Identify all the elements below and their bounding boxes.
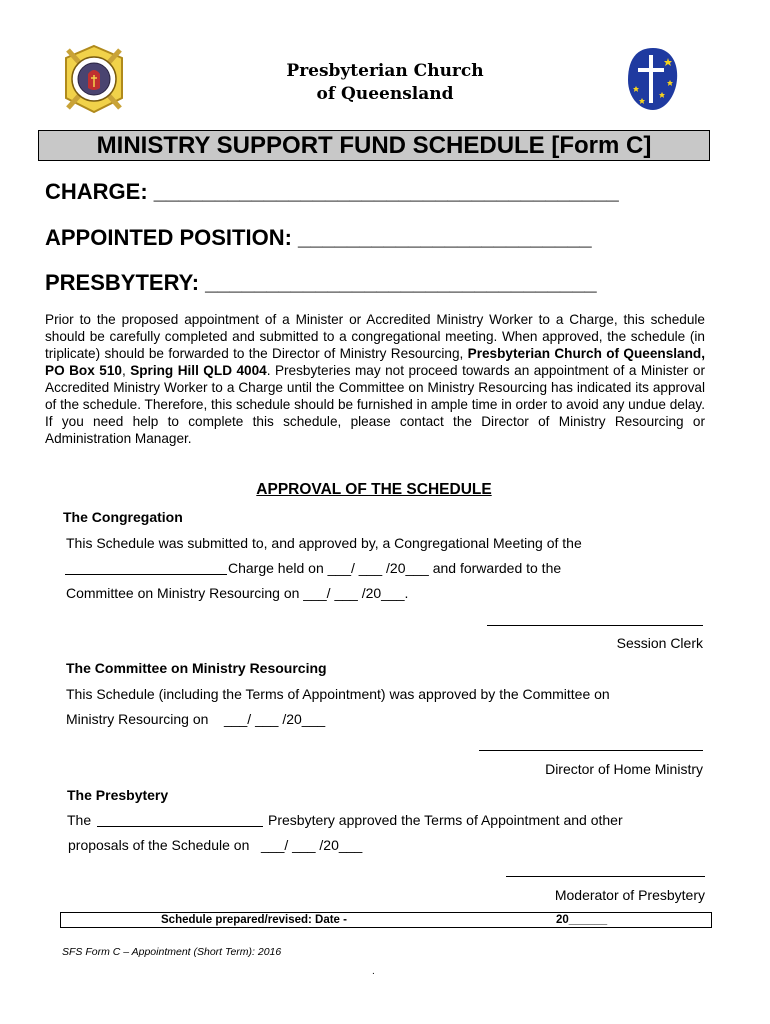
committee-line-2[interactable]: Ministry Resourcing on ___/ ___ /20___ (66, 711, 326, 727)
moderator-signature-line[interactable] (506, 876, 705, 877)
intro-paragraph (45, 311, 705, 447)
intro-address-1: Presbyterian Church of Queensland, PO Box 510 (45, 346, 705, 378)
congregation-heading: The Congregation (63, 509, 183, 525)
congregation-line-2[interactable]: Charge held on ___/ ___ /20___ and forwarded to the (228, 560, 562, 576)
intro-text-2: . Presbyteries may not proceed towards an appointment of a Minister or Accredited Ministry Worker to a Charge until the Committee on Ministry Resourcing has indicated its approval of the schedule. Therefore, this schedule should be furnished in ample time in order to avoid any undue delay. If you need help to complete this schedule, please contact the Director of Ministry Resourcing or Administration Manager. (45, 363, 705, 446)
director-signature-line[interactable] (479, 750, 703, 751)
schedule-year-field[interactable]: 20______ (556, 914, 608, 926)
committee-line-1: This Schedule (including the Terms of Appointment) was approved by the Committee on (66, 686, 610, 702)
session-clerk-signature-line[interactable] (487, 625, 703, 626)
presbytery-name-blank[interactable] (97, 811, 263, 827)
congregation-charge-blank[interactable] (65, 559, 227, 575)
presbytery-heading: The Presbytery (67, 787, 169, 803)
presbytery-field[interactable]: PRESBYTERY: ________________________________ (45, 270, 597, 295)
approval-heading: APPROVAL OF THE SCHEDULE (256, 481, 492, 498)
form-footnote: SFS Form C – Appointment (Short Term): 2016 (62, 946, 282, 958)
presbytery-line-2[interactable]: proposals of the Schedule on ___/ ___ /20___ (68, 837, 363, 853)
intro-text-1: Prior to the proposed appointment of a Minister or Accredited Ministry Worker to a Charge, this schedule should be carefully completed and submitted to a congregational meeting. When approved, the schedule (in triplicate) should be forwarded to the Director of Ministry Resourcing, (45, 312, 705, 361)
congregation-line-1: This Schedule was submitted to, and approved by, a Congregational Meeting of the (66, 535, 582, 551)
moderator-label: Moderator of Presbytery (554, 887, 705, 903)
intro-separator: , (121, 363, 131, 378)
form-title: MINISTRY SUPPORT FUND SCHEDULE [Form C] (38, 130, 710, 161)
schedule-prepared-box[interactable] (60, 912, 712, 928)
charge-field[interactable]: CHARGE: ______________________________________ (45, 179, 619, 204)
schedule-prepared-label: Schedule prepared/revised: Date - (161, 914, 347, 926)
presbytery-line-1a: The (67, 812, 92, 828)
org-name-line1: Presbyterian Church (286, 61, 484, 81)
committee-heading: The Committee on Ministry Resourcing (66, 660, 327, 676)
org-name-line2: of Queensland (316, 84, 454, 104)
stray-dot: . (372, 966, 375, 977)
intro-address-2: Spring Hill QLD 4004 (130, 363, 267, 378)
session-clerk-label: Session Clerk (616, 635, 703, 651)
director-label: Director of Home Ministry (545, 761, 703, 777)
appointed-position-field[interactable]: APPOINTED POSITION: ________________________ (45, 225, 592, 250)
congregation-line-3[interactable]: Committee on Ministry Resourcing on ___/ ___ /20___. (66, 585, 409, 601)
presbytery-line-1b: Presbytery approved the Terms of Appointment and other (268, 812, 623, 828)
southern-cross-logo (626, 46, 680, 112)
